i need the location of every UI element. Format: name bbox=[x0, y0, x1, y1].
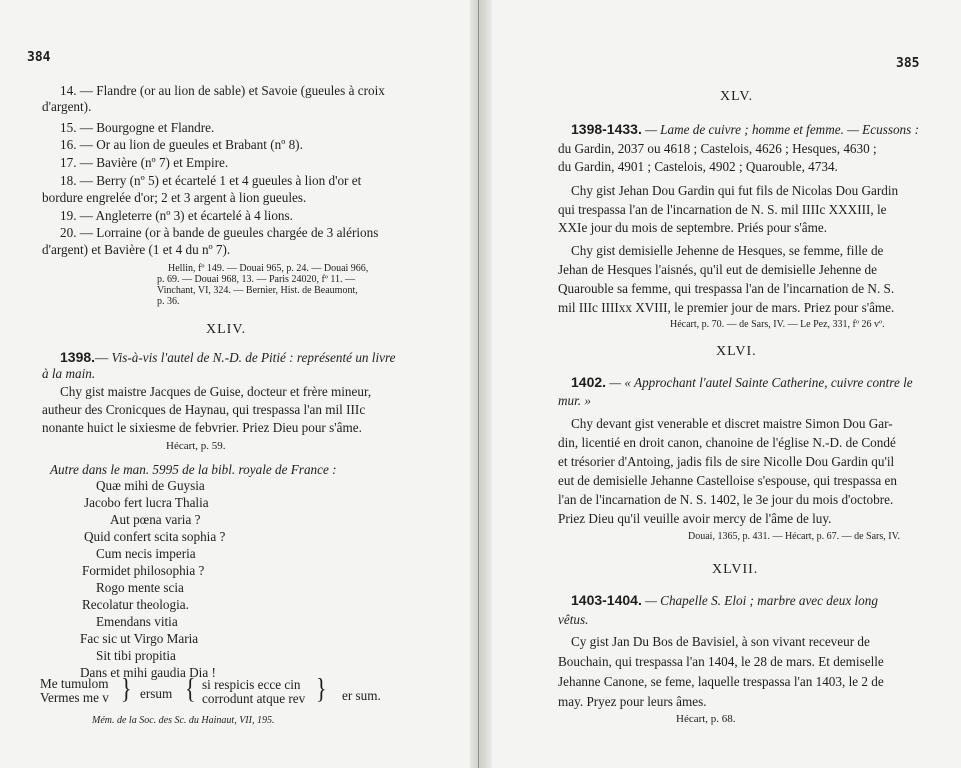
riddle-middle: ersum bbox=[140, 686, 173, 701]
left-page-number: 384 bbox=[27, 50, 51, 65]
xliv-dash: — bbox=[95, 350, 109, 365]
list-item-17: 17. — Bavière (nº 7) et Empire. bbox=[60, 155, 229, 170]
list-item-14: 14. — Flandre (or au lion de sable) et Savoie (gueules à croix bbox=[60, 83, 385, 98]
book-gutter bbox=[470, 0, 492, 768]
xlv-line-2: du Gardin, 2037 ou 4618 ; Castelois, 4626 ; Hesques, 4630 ; bbox=[558, 141, 877, 156]
list-item-20-cont: d'argent) et Bavière (1 et 4 du nº 7). bbox=[42, 242, 231, 257]
xliv-body-line-2: autheur des Cronicques de Haynau, qui trespassa l'an mil IIIc bbox=[42, 402, 366, 417]
xlvi-body-line-6: Priez Dieu qu'il veuille avoir mercy de l'âme de luy. bbox=[558, 511, 832, 526]
xlvii-body-line-2: Bouchain, qui trespassa l'an 1404, le 28 de mars. Et demiselle bbox=[558, 654, 884, 669]
riddle-brace-2: { bbox=[185, 672, 196, 705]
xlvii-title-line-2: vêtus. bbox=[558, 612, 589, 627]
riddle-col1 bbox=[40, 677, 109, 705]
section-heading-xlvi: XLVI. bbox=[716, 344, 757, 359]
xliv-title-line-2: à la main. bbox=[42, 366, 96, 381]
poem-line-6: Formidet philosophia ? bbox=[82, 563, 205, 578]
xlv-line-8: Jehan de Hesques l'aisnés, qu'il eut de demisielle Jehenne de bbox=[558, 262, 877, 277]
poem-line-3: Aut pœna varia ? bbox=[110, 512, 201, 527]
xliv-source: Hécart, p. 59. bbox=[166, 440, 226, 452]
xliv-title: Vis-à-vis l'autel de N.-D. de Pitié : représenté un livre bbox=[111, 350, 396, 365]
riddle-col1-line-1: Me tumulom bbox=[40, 676, 109, 691]
riddle-col2-line-1: si respicis ecce cin bbox=[202, 677, 301, 692]
xlvi-title-line-2: mur. » bbox=[558, 393, 591, 408]
section-heading-xlv: XLV. bbox=[720, 89, 754, 104]
poem-line-7: Rogo mente scia bbox=[96, 580, 184, 595]
xliv-title-line-1 bbox=[60, 350, 395, 365]
xliv-date: 1398. bbox=[60, 349, 96, 365]
xlvii-body-line-1: Cy gist Jan Du Bos de Bavisiel, à son vivant receveur de bbox=[571, 634, 870, 649]
xlv-line-6: XXIe jour du mois de septembre. Priés pour s'âme. bbox=[558, 220, 827, 235]
right-page-number: 385 bbox=[896, 56, 920, 71]
poem-line-4: Quid confert scita sophia ? bbox=[84, 529, 226, 544]
riddle-col2 bbox=[202, 678, 305, 706]
xlv-source: Hécart, p. 70. — de Sars, IV. — Le Pez, 331, fº 26 vº. bbox=[670, 319, 885, 330]
xliv-body-line-3: nonante huict le sixiesme de febvrier. Priez Dieu pour s'âme. bbox=[42, 420, 362, 435]
xlv-title-line bbox=[571, 122, 919, 137]
list-item-16: 16. — Or au lion de gueules et Brabant (nº 8). bbox=[60, 137, 303, 152]
xlvi-body-line-2: din, licentié en droit canon, chanoine de l'église N.-D. de Condé bbox=[558, 435, 896, 450]
poem-line-1: Quæ mihi de Guysia bbox=[96, 478, 205, 493]
poem-line-12: Dans et mihi gaudia Dia ! bbox=[80, 665, 216, 680]
left-page bbox=[0, 0, 470, 768]
xliv-body-line-1: Chy gist maistre Jacques de Guise, docteur et frère mineur, bbox=[60, 384, 372, 399]
list-item-20: 20. — Lorraine (or à bande de gueules chargée de 3 alérions bbox=[60, 225, 379, 240]
list-item-15: 15. — Bourgogne et Flandre. bbox=[60, 120, 215, 135]
poem-line-9: Emendans vitia bbox=[96, 614, 178, 629]
list-item-19: 19. — Angleterre (nº 3) et écartelé à 4 lions. bbox=[60, 208, 293, 223]
xlv-line-4: Chy gist Jehan Dou Gardin qui fut fils de Nicolas Dou Gardin bbox=[571, 183, 899, 198]
xlvi-title-line-1 bbox=[571, 375, 913, 390]
xlv-line-10: mil IIIc IIIIxx XVIII, le premier jour de mars. Priez pour s'âme. bbox=[558, 300, 895, 315]
xlv-line-3: du Gardin, 4901 ; Castelois, 4902 ; Quarouble, 4734. bbox=[558, 159, 838, 174]
xlv-date: 1398-1433. bbox=[571, 121, 642, 137]
refs-line-1: Hellin, fº 149. — Douai 965, p. 24. — Douai 966, bbox=[168, 263, 369, 274]
xlvii-title-line-1 bbox=[571, 593, 878, 608]
riddle-brace-3: } bbox=[316, 672, 327, 705]
poem-line-11: Sit tibi propitia bbox=[96, 648, 176, 663]
riddle-col1-line-2: Vermes me v bbox=[40, 690, 109, 705]
list-item-18-cont: bordure engrelée d'or; 2 et 3 argent à lion gueules. bbox=[42, 190, 307, 205]
refs-line-3: Vinchant, VI, 324. — Bernier, Hist. de Beaumont, bbox=[157, 285, 358, 296]
xlv-line-5: qui trespassa l'an de l'incarnation de N. S. mil IIIIc XXXIII, le bbox=[558, 202, 887, 217]
xlv-title: — Lame de cuivre ; homme et femme. — Ecussons : bbox=[645, 122, 919, 137]
poem-line-5: Cum necis imperia bbox=[96, 546, 196, 561]
left-footer: Mém. de la Soc. des Sc. du Hainaut, VII, 195. bbox=[92, 715, 275, 726]
xlvii-body-line-3: Jehanne Canone, se feme, laquelle trespassa l'an 1403, le 2 de bbox=[558, 674, 884, 689]
poem-line-10: Fac sic ut Virgo Maria bbox=[80, 631, 199, 646]
riddle-end: er sum. bbox=[342, 688, 381, 703]
riddle-col2-line-2: corrodunt atque rev bbox=[202, 691, 306, 706]
xlvi-body-line-3: et trésorier d'Antoing, jadis fils de sire Nicolle Dou Gardin qu'il bbox=[558, 454, 895, 469]
xlvii-source: Hécart, p. 68. bbox=[676, 713, 736, 725]
xlvi-source: Douai, 1365, p. 431. — Hécart, p. 67. — de Sars, IV. bbox=[688, 531, 901, 542]
right-page bbox=[492, 0, 961, 768]
list-item-14-cont: d'argent). bbox=[42, 99, 92, 114]
poem-line-2: Jacobo fert lucra Thalia bbox=[84, 495, 209, 510]
section-heading-xlvii: XLVII. bbox=[712, 562, 759, 577]
list-item-18: 18. — Berry (nº 5) et écartelé 1 et 4 gueules à lion d'or et bbox=[60, 173, 362, 188]
riddle-brace-1: } bbox=[121, 672, 132, 705]
xlvi-body-line-1: Chy devant gist venerable et discret maistre Simon Dou Gar- bbox=[571, 416, 893, 431]
refs-line-4: p. 36. bbox=[157, 296, 180, 307]
poem-line-8: Recolatur theologia. bbox=[82, 597, 189, 612]
xlv-line-7: Chy gist demisielle Jehenne de Hesques, se femme, fille de bbox=[571, 243, 884, 258]
xlvi-date: 1402. bbox=[571, 374, 607, 390]
section-heading-xliv: XLIV. bbox=[206, 322, 247, 337]
xlvii-date: 1403-1404. bbox=[571, 592, 642, 608]
xlv-line-9: Quarouble sa femme, qui trespassa l'an de l'incarnation de N. S. bbox=[558, 281, 895, 296]
xlvii-body-line-4: may. Pryez pour leurs âmes. bbox=[558, 694, 707, 709]
xliv-autre: Autre dans le man. 5995 de la bibl. royale de France : bbox=[50, 462, 337, 477]
xlvi-title: — « Approchant l'autel Sainte Catherine, cuivre contre le bbox=[609, 375, 913, 390]
gutter-fold-line bbox=[478, 0, 479, 768]
refs-line-2: p. 69. — Douai 968, 13. — Paris 24020, fº 11. — bbox=[157, 274, 355, 285]
xlvi-body-line-5: l'an de l'incarnation de N. S. 1402, le 3e jour du mois d'octobre. bbox=[558, 492, 894, 507]
xlvii-title: — Chapelle S. Eloi ; marbre avec deux long bbox=[645, 593, 878, 608]
xlvi-body-line-4: eut de demisielle Jehanne Castelloise s'espouse, qui trespassa en bbox=[558, 473, 897, 488]
